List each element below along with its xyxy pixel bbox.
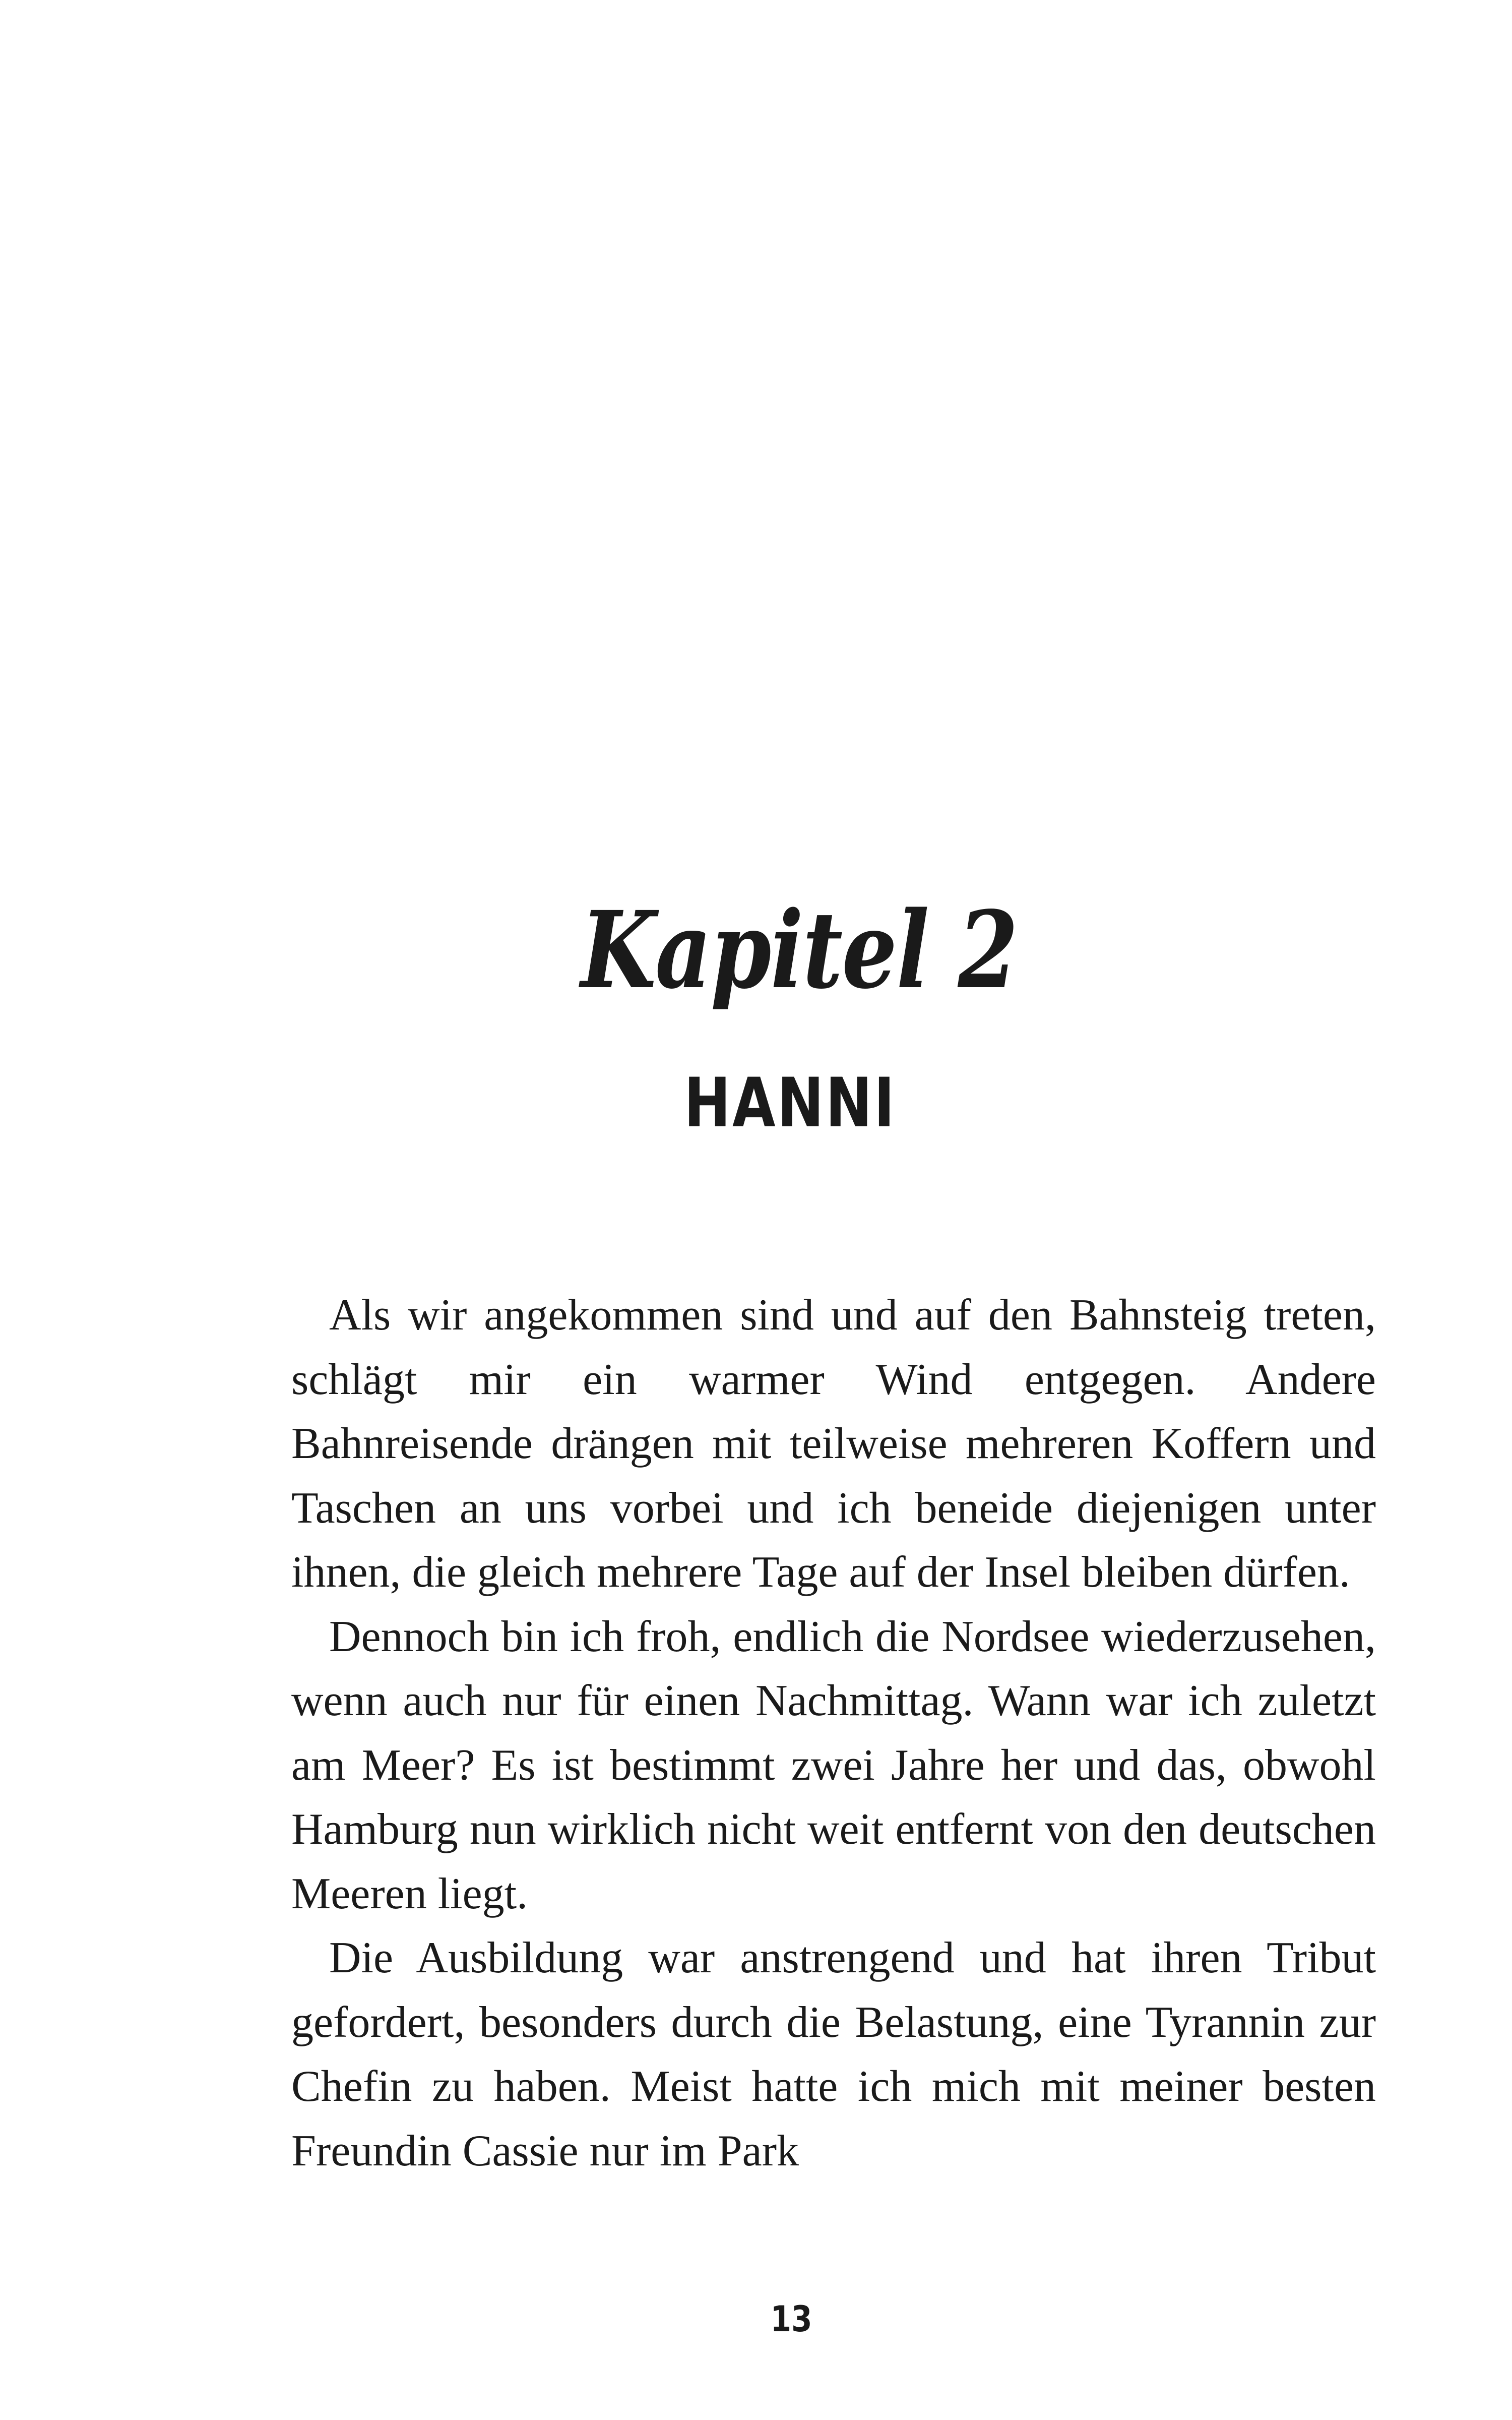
paragraph: Dennoch bin ich froh, endlich die Nordsee wiederzusehen, wenn auch nur für einen Nachmittag. Wann war ich zuletzt am Meer? Es ist bestimmt zwei Jahre her und das, obwohl Hamburg nun wirklich nicht weit entfernt von den deutschen Meeren liegt. [291,1612,1376,1918]
chapter-heading [0,888,1512,1012]
paragraph: Als wir angekommen sind und auf den Bahnsteig treten, schlägt mir ein warmer Wind entgegen. Andere Bahnreisende drängen mit teilweise mehreren Koffern und Taschen an uns vorbei und ich beneide diejenigen unter ihnen, die gleich mehrere Tage auf der Insel bleiben dürfen. [291,1291,1376,1597]
chapter-subtitle: HANNI [684,1063,897,1142]
page-number: 13 [770,2298,812,2340]
chapter-title: Kapitel 2 [580,888,1018,1012]
paragraph: Die Ausbildung war anstrengend und hat ihren Tribut gefordert, besonders durch die Belastung, eine Tyrannin zur Chefin zu haben. Meist hatte ich mich mit meiner besten Freundin Cassie nur im Park [291,1933,1376,2175]
body-text [291,1283,1376,2183]
